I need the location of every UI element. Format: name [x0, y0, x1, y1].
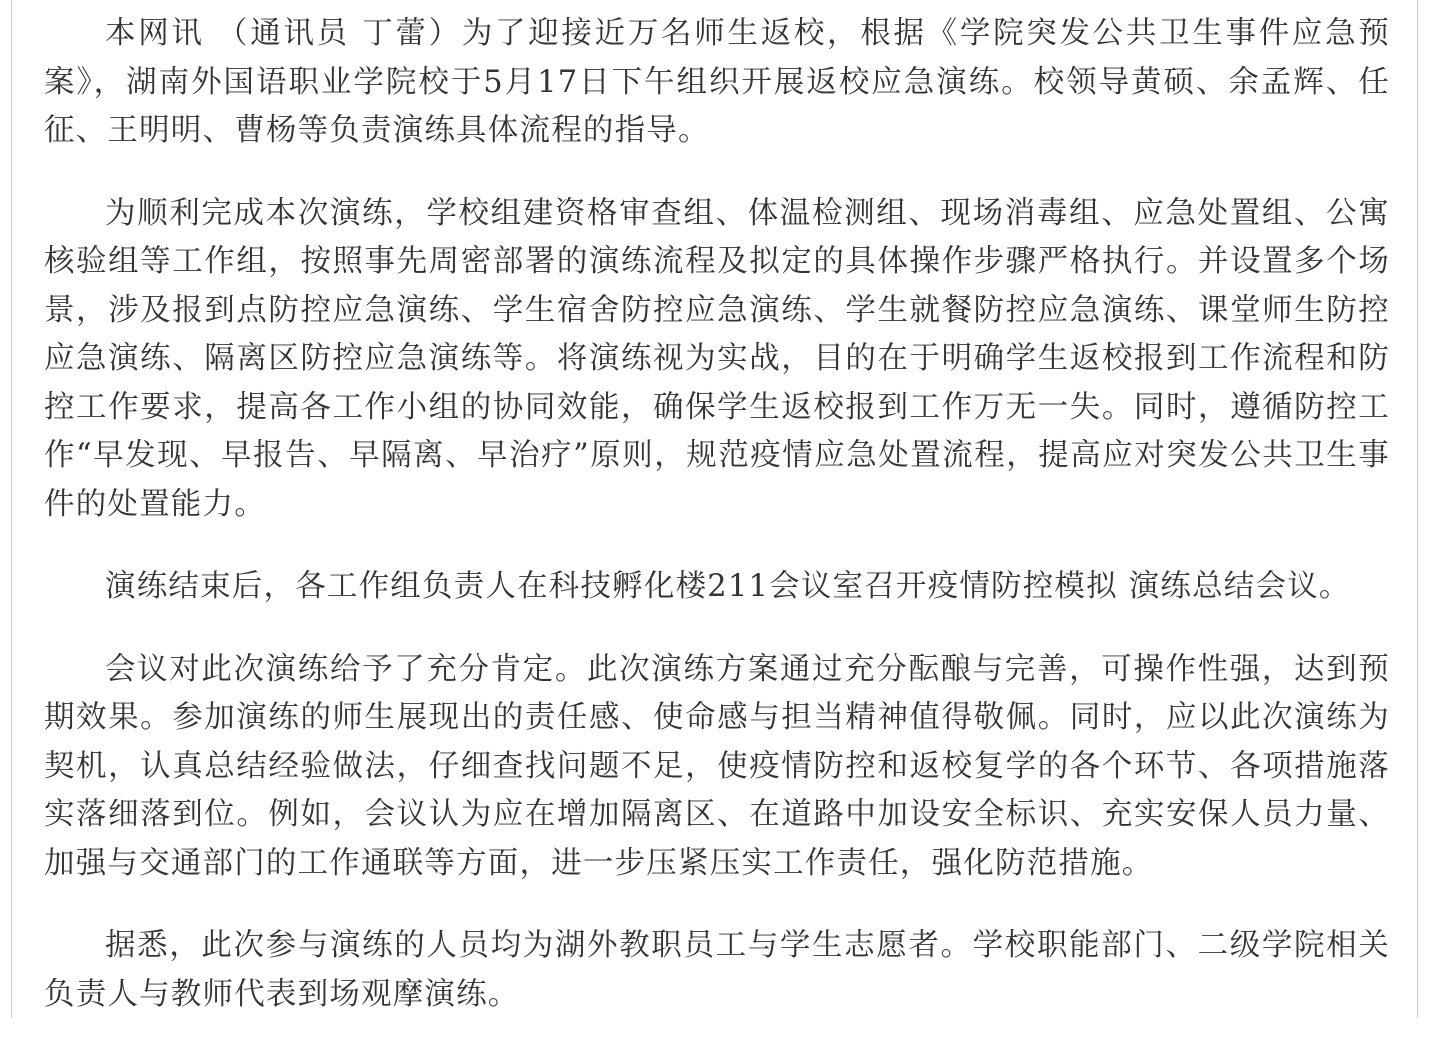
article-paragraph-5: 据悉，此次参与演练的人员均为湖外教职员工与学生志愿者。学校职能部门、二级学院相关负责人与教师代表到场观摩演练。 [44, 928, 1390, 1012]
article-paragraph-2: 为顺利完成本次演练，学校组建资格审查组、体温检测组、现场消毒组、应急处置组、公寓核验组等工作组，按照事先周密部署的演练流程及拟定的具体操作步骤严格执行。并设置多个场景，涉及报到点防控应急演练、学生宿舍防控应急演练、学生就餐防控应急演练、课堂师生防控应急演练、隔离区防控应急演练等。将演练视为实战，目的在于明确学生返校报到工作流程和防控工作要求，提高各工作小组的协同效能，确保学生返校报到工作万无一失。同时，遵循防控工作“早发现、早报告、早隔离、早治疗”原则，规范疫情应急处置流程，提高应对突发公共卫生事件的处置能力。 [44, 195, 1390, 522]
article-body [44, 10, 1390, 1053]
article-paragraph-1: 本网讯 （通讯员 丁蕾）为了迎接近万名师生返校，根据《学院突发公共卫生事件应急预案》，湖南外国语职业学院校于5月17日下午组织开展返校应急演练。校领导黄硕、余孟辉、任征、王明明、曹杨等负责演练具体流程的指导。 [44, 16, 1390, 148]
article-paragraph-4: 会议对此次演练给予了充分肯定。此次演练方案通过充分酝酿与完善，可操作性强，达到预期效果。参加演练的师生展现出的责任感、使命感与担当精神值得敬佩。同时，应以此次演练为契机，认真总结经验做法，仔细查找问题不足，使疫情防控和返校复学的各个环节、各项措施落实落细落到位。例如，会议认为应在增加隔离区、在道路中加设安全标识、充实安保人员力量、加强与交通部门的工作通联等方面，进一步压紧压实工作责任，强化防范措施。 [44, 651, 1390, 881]
article-paragraph-3: 演练结束后，各工作组负责人在科技孵化楼211会议室召开疫情防控模拟 演练总结会议。 [105, 569, 1351, 604]
